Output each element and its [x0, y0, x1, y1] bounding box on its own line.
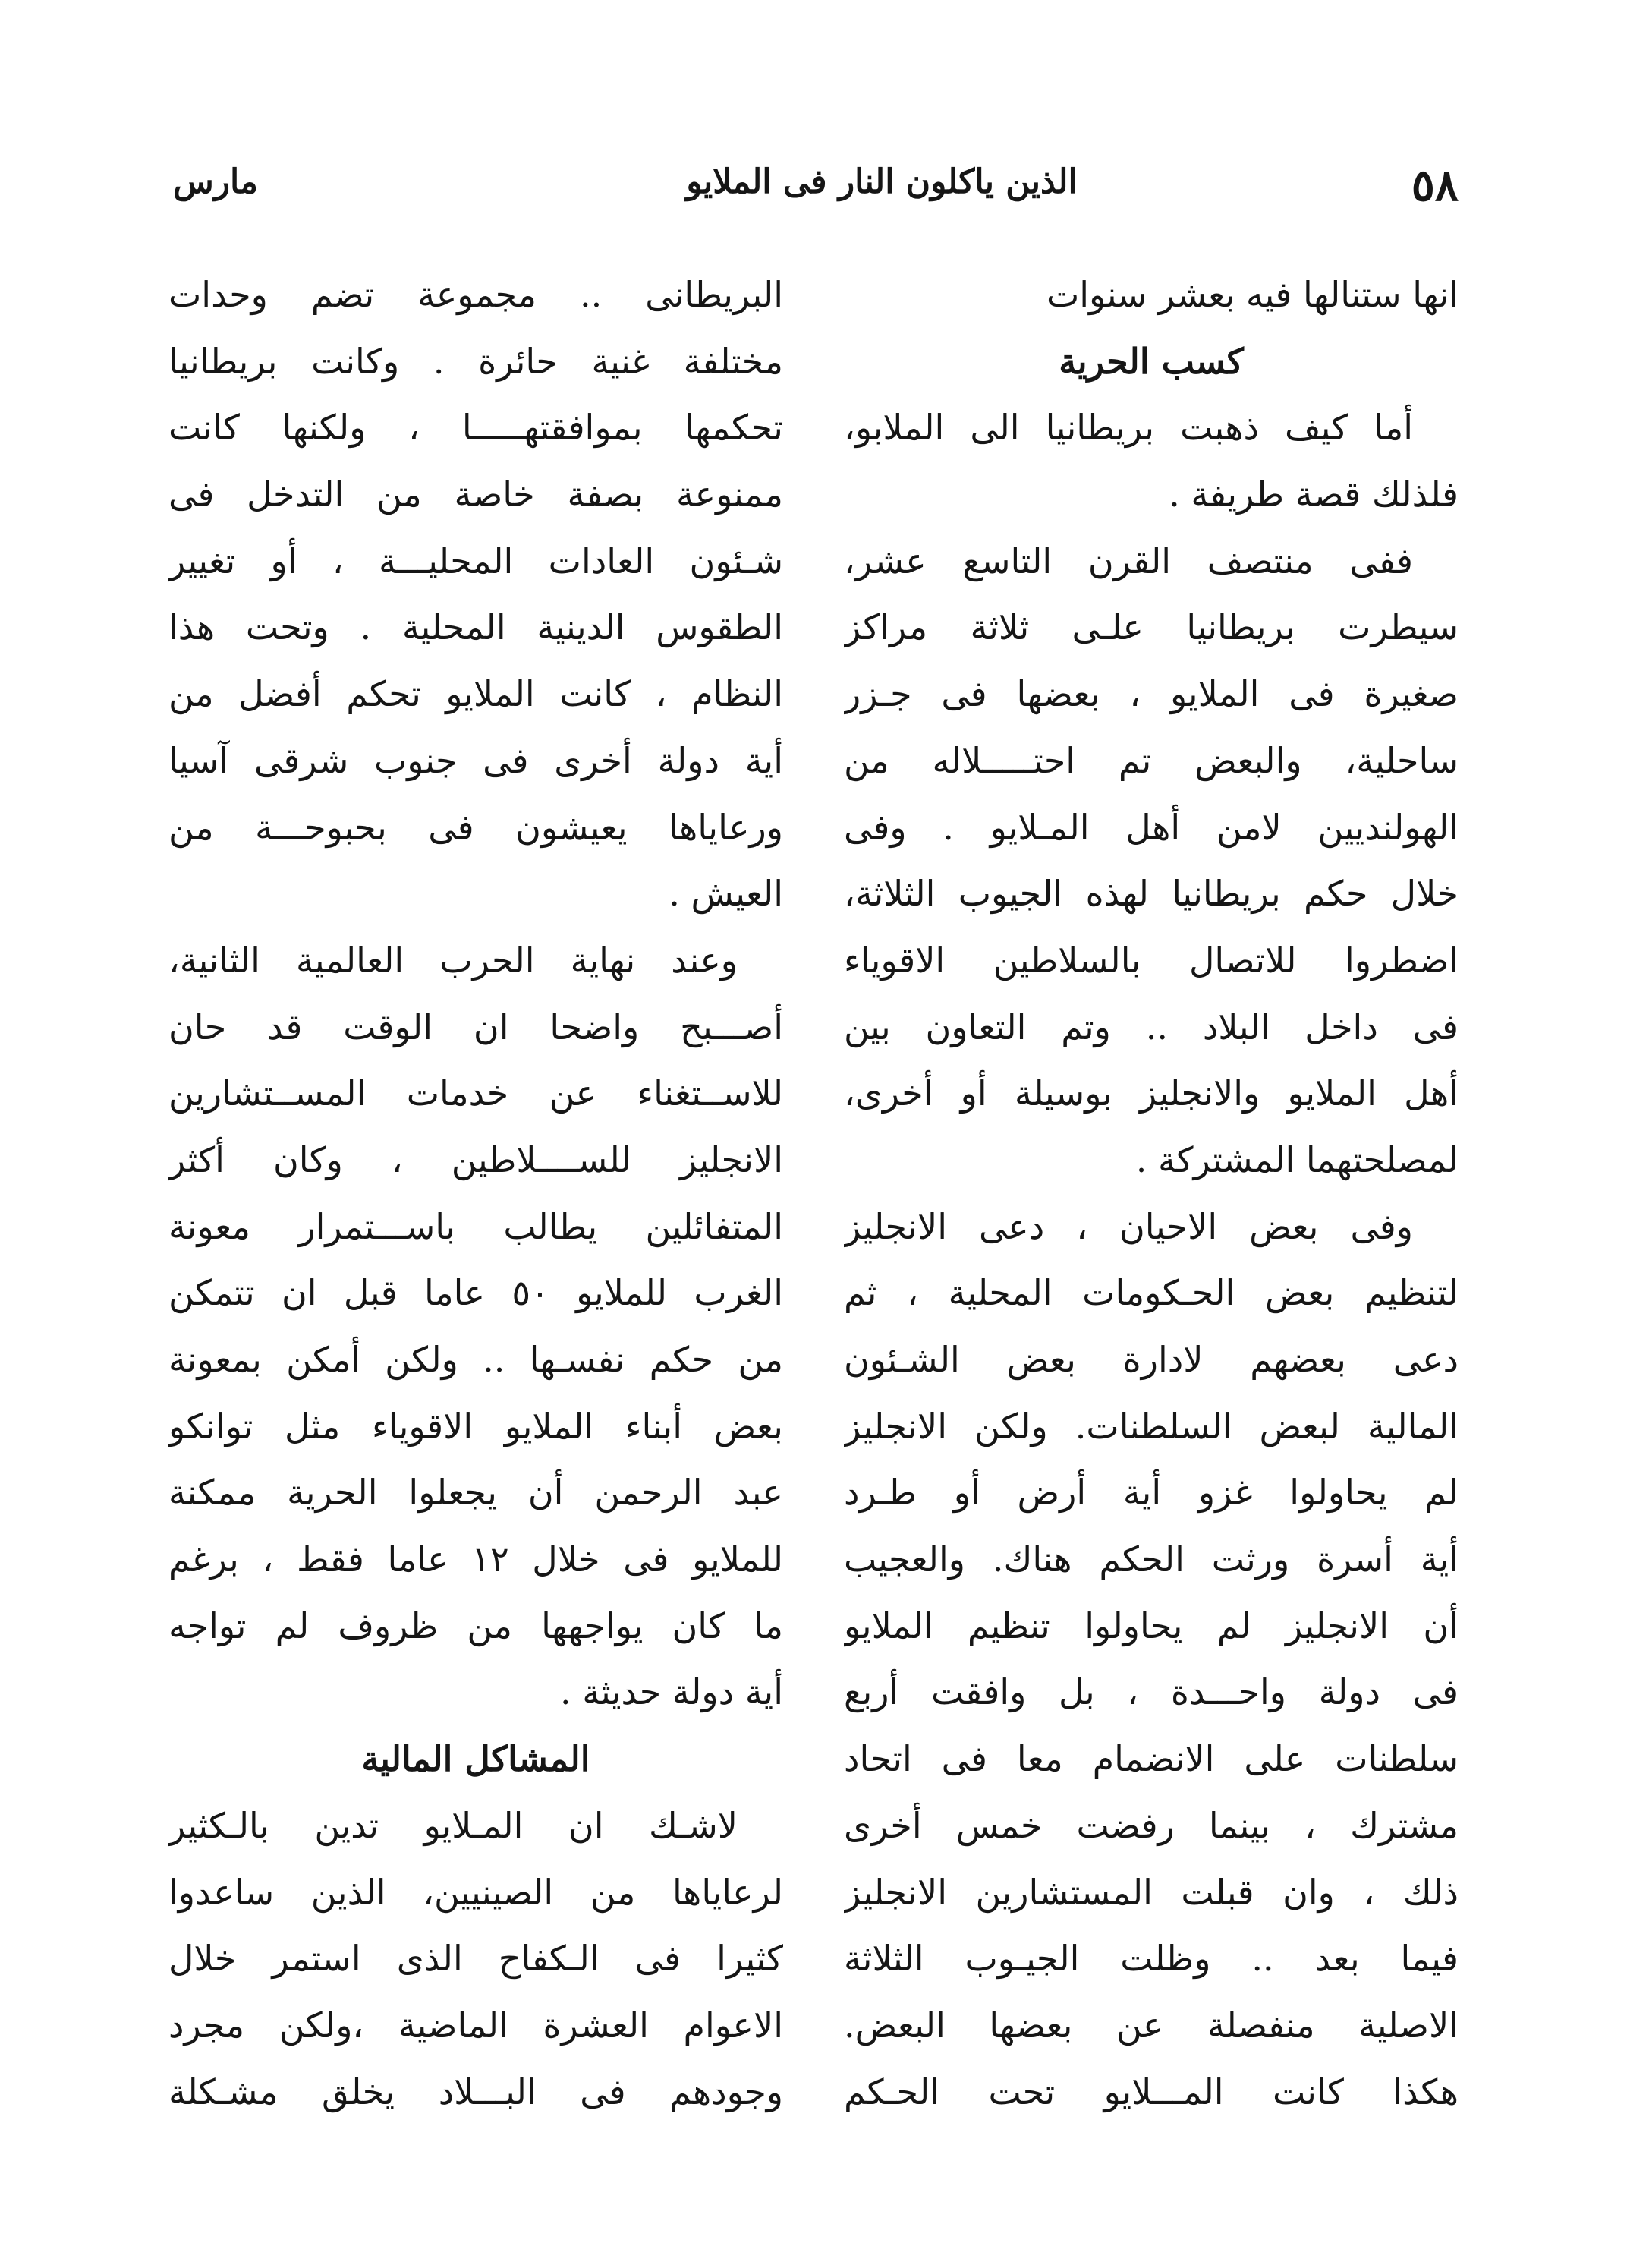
text-line: ورعاياها يعيشون فى بحبوحـــة من — [168, 806, 783, 848]
text-line: أما كيف ذهبت بريطانيا الى الملابو، — [844, 407, 1413, 449]
text-line: دعى بعضهم لادارة بعض الشـئون — [844, 1339, 1459, 1380]
text-line: الانجليز للســــلاطين ، وكان أكثر — [168, 1139, 783, 1180]
text-line: وفى بعض الاحيان ، دعى الانجليز — [844, 1205, 1413, 1247]
text-line: ما كان يواجهها من ظروف لم تواجه — [168, 1605, 783, 1646]
text-line: الاعوام العشرة الماضية ،ولكن مجرد — [168, 2004, 783, 2046]
text-line: وجودهم فى البـــلاد يخلق مشـكلة — [168, 2071, 783, 2112]
text-line: أية دولة حديثة . — [559, 1671, 783, 1713]
section-heading: المشاكل المالية — [361, 1738, 590, 1780]
text-line: فلذلك قصة طريفة . — [1169, 474, 1459, 515]
text-line: الهولنديين لامن أهل المـلايو . وفى — [844, 806, 1459, 848]
text-line: لمصلحتهما المشتركة . — [1135, 1139, 1459, 1180]
text-line: الاصلية منفصلة عن بعضها البعض. — [844, 2004, 1459, 2046]
text-line: البريطانى .. مجموعة تضم وحدات — [168, 274, 783, 315]
text-line: سلطنات على الانضمام معا فى اتحاد — [844, 1738, 1459, 1780]
text-line: ذلك ، وان قبلت المستشارين الانجليز — [844, 1871, 1459, 1913]
text-line: الغرب للملايو ٥٠ عاما قبل ان تتمكن — [168, 1272, 783, 1314]
text-line: عبد الرحمن أن يجعلوا الحرية ممكنة — [168, 1472, 783, 1514]
text-line: المالية لبعض السلطنات. ولكن الانجليز — [844, 1405, 1459, 1447]
text-line: المتفائلين يطالب باســـتمرار معونة — [168, 1205, 783, 1247]
text-line: كثيرا فى الـكفاح الذى استمر خلال — [168, 1938, 783, 1980]
text-line: أن الانجليز لم يحاولوا تنظيم الملايو — [844, 1605, 1459, 1646]
text-line: من حكم نفسـها .. ولكن أمكن بمعونة — [168, 1339, 783, 1380]
text-line: ساحلية، والبعض تم احتـــــلاله من — [844, 739, 1459, 781]
text-line: أهل الملايو والانجليز بوسيلة أو أخرى، — [844, 1073, 1459, 1114]
text-line: أية أسرة ورثت الحكم هناك. والعجيب — [844, 1539, 1459, 1580]
text-line: لم يحاولوا غزو أية أرض أو طـرد — [844, 1472, 1459, 1514]
text-line: لاشـك ان المـلايو تدين بالـكثير — [168, 1804, 738, 1846]
text-line: شـئون العادات المحليـــة ، أو تغيير — [168, 540, 783, 581]
text-line: خلال حكم بريطانيا لهذه الجيوب الثلاثة، — [844, 873, 1459, 915]
text-line: للملايو فى خلال ١٢ عاما فقط ، برغم — [168, 1539, 783, 1580]
text-line: النظام ، كانت الملايو تحكم أفضل من — [168, 673, 783, 715]
text-line: الطقوس الدينية المحلية . وتحت هذا — [168, 606, 783, 648]
text-line: أية دولة أخرى فى جنوب شرقى آسيا — [168, 739, 783, 781]
text-line: انها ستنالها فيه بعشر سنوات — [1046, 274, 1459, 315]
text-line: فى دولة واحـــدة ، بل وافقت أربع — [844, 1671, 1459, 1713]
running-title: الذين ياكلون النار فى الملايو — [686, 162, 1078, 201]
page-header — [0, 159, 1627, 228]
text-line: مشترك ، بينما رفضت خمس أخرى — [844, 1804, 1459, 1846]
text-line: فيما بعد .. وظلت الجيـوب الثلاثة — [844, 1938, 1459, 1980]
text-line: ممنوعة بصفة خاصة من التدخل فى — [168, 474, 783, 515]
text-line: هكذا كانت المـــلايو تحت الحـكم — [844, 2071, 1459, 2112]
text-line: سيطرت بريطانيا علـى ثلاثة مراكز — [844, 606, 1459, 648]
text-line: للاســتغناء عن خدمات المســتشارين — [168, 1073, 783, 1114]
text-line: اضطروا للاتصال بالسلاطين الاقوياء — [844, 939, 1459, 981]
issue-month: مارس — [173, 162, 258, 201]
text-column-right — [844, 262, 1459, 2125]
section-heading: كسب الحرية — [1059, 340, 1244, 382]
text-line: مختلفة غنية حائرة . وكانت بريطانيا — [168, 340, 783, 382]
text-line: صغيرة فى الملايو ، بعضها فى جـزر — [844, 673, 1459, 715]
text-line: العيش . — [669, 873, 783, 915]
page-number: ٥٨ — [1411, 159, 1459, 211]
text-line: وعند نهاية الحرب العالمية الثانية، — [168, 939, 738, 981]
text-line: لرعاياها من الصينيين، الذين ساعدوا — [168, 1871, 783, 1913]
text-line: فى داخل البلاد .. وتم التعاون بين — [844, 1006, 1459, 1047]
text-line: بعض أبناء الملايو الاقوياء مثل توانكو — [168, 1405, 783, 1447]
text-column-left — [168, 262, 783, 2125]
text-line: تحكمها بموافقتهـــــا ، ولكنها كانت — [168, 407, 783, 449]
text-line: لتنظيم بعض الحـكومات المحلية ، ثم — [844, 1272, 1459, 1314]
text-line: أصـــبح واضحا ان الوقت قد حان — [168, 1006, 783, 1047]
text-line: ففى منتصف القرن التاسع عشر، — [844, 540, 1413, 581]
